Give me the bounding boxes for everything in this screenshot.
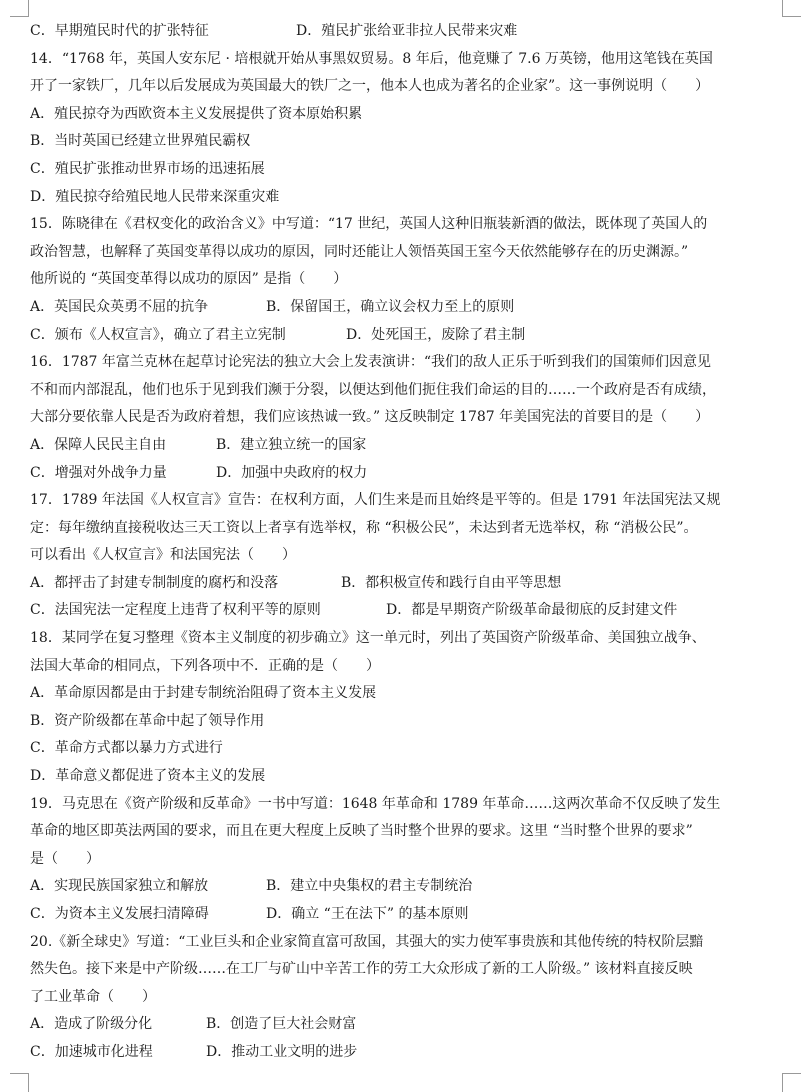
q17-options-row (30, 597, 790, 625)
q15-stem-line: 政治智慧，也解释了英国变革得以成功的原因，同时还能让人领悟英国王室今天依然能够存在的历史渊源。” (30, 243, 689, 260)
q16-option-b: B．建立独立统一的国家 (216, 436, 367, 453)
q13-option-d: D．殖民扩张给亚非拉人民带来灾难 (296, 23, 518, 39)
q17-stem-line: 17．1789 年法国《人权宣言》宣告：在权利方面，人们生来是而且始终是平等的。但是 1791 年法国宪法又规 (30, 492, 721, 509)
q19-stem-line: 19．马克思在《资产阶级和反革命》一书中写道：1648 年革命和 1789 年革命……这两次革命不仅反映了发生 (30, 795, 721, 812)
q20-stem-line: 了工业革命（ ） (30, 988, 156, 1005)
q14-option-a: A．殖民掠夺为西欧资本主义发展提供了资本原始积累 (30, 105, 363, 122)
q19-stem-line: 革命的地区即英法两国的要求，而且在更大程度上反映了当时整个世界的要求。这里 “当时整个世界的要求” (30, 823, 693, 840)
q19-option-b: B．建立中央集权的君主专制统治 (266, 878, 473, 895)
q20-stem-line: 然失色。接下来是中产阶级……在工厂与矿山中辛苦工作的劳工大众形成了新的工人阶级。” 该材料直接反映 (30, 961, 693, 978)
q16-stem-line: 不和而内部混乱，他们也乐于见到我们濒于分裂，以便达到他们扼住我们命运的目的……一个政府是否有成绩， (30, 381, 716, 398)
q16-options-row (30, 460, 790, 488)
q20-option-d: D．推动工业文明的进步 (206, 1043, 358, 1060)
q20-option-c: C．加速城市化进程 (30, 1043, 153, 1060)
q16-option-c: C．增强对外战争力量 (30, 464, 167, 481)
q17-stem-line: 可以看出《人权宣言》和法国宪法（ ） (30, 547, 296, 564)
q18-option-a: A．革命原因都是由于封建专制统治阻碍了资本主义发展 (30, 685, 377, 702)
q15-options-row (30, 322, 790, 350)
q13-option-c: C．早期殖民时代的扩张特征 (30, 23, 209, 39)
crop-mark-top-left (10, 0, 29, 17)
q17-option-a: A．都抨击了封建专制制度的腐朽和没落 (30, 574, 279, 591)
q19-stem-line: 是（ ） (30, 850, 100, 867)
q15-option-a: A．英国民众英勇不屈的抗争 (30, 298, 209, 315)
crop-mark-bottom-right (782, 1073, 801, 1092)
exam-page (30, 18, 790, 1067)
q14-option-d: D．殖民掠夺给殖民地人民带来深重灾难 (30, 188, 280, 205)
q16-options-row (30, 432, 790, 460)
q16-stem-line: 16．1787 年富兰克林在起草讨论宪法的独立大会上发表演讲：“我们的敌人正乐于听到我们的国策师们因意见 (30, 354, 712, 371)
q15-options-row (30, 294, 790, 322)
q14-option-b: B．当时英国已经建立世界殖民霸权 (30, 133, 251, 150)
q18-option-d: D．革命意义都促进了资本主义的发展 (30, 768, 266, 785)
q19-option-d: D．确立 “王在法下” 的基本原则 (266, 906, 469, 922)
q18-stem-line: 18．某同学在复习整理《资本主义制度的初步确立》这一单元时，列出了英国资产阶级革命、美国独立战争、 (30, 630, 706, 647)
q15-stem-line: 15．陈晓律在《君权变化的政治含义》中写道：“17 世纪，英国人这种旧瓶装新酒的做法，既体现了英国人的 (30, 216, 708, 233)
q19-option-a: A．实现民族国家独立和解放 (30, 878, 209, 895)
q16-option-a: A．保障人民民主自由 (30, 436, 167, 453)
q17-option-c: C．法国宪法一定程度上违背了权利平等的原则 (30, 602, 321, 619)
q17-stem-line: 定：每年缴纳直接税收达三天工资以上者享有选举权，称 “积极公民”，未达到者无选举权，称 “消极公民”。 (30, 519, 698, 536)
q15-option-b: B．保留国王，确立议会权力至上的原则 (266, 298, 515, 315)
q14-stem-line: 14．“1768 年，英国人安东尼 · 培根就开始从事黑奴贸易。8 年后，他竟赚了 7.6 万英镑，他用这笔钱在英国 (30, 50, 713, 67)
q20-options-row (30, 1039, 790, 1067)
q19-options-row (30, 901, 790, 929)
q15-stem-line: 他所说的 “英国变革得以成功的原因” 是指（ ） (30, 271, 348, 288)
q16-option-d: D．加强中央政府的权力 (216, 464, 368, 481)
q17-option-d: D．都是早期资产阶级革命最彻底的反封建文件 (386, 602, 678, 619)
q20-options-row (30, 1011, 790, 1039)
q20-stem-line: 20.《新全球史》写道：“工业巨头和企业家简直富可敌国，其强大的实力使军事贵族和其他传统的特权阶层黯 (30, 933, 704, 950)
q18-stem-line: 法国大革命的相同点，下列各项中不．正确的是（ ） (30, 657, 380, 674)
q14-stem-line: 开了一家铁厂，几年以后发展成为英国最大的铁厂之一，他本人也成为著名的企业家”。这一事例说明（ ） (30, 78, 710, 95)
q17-options-row (30, 570, 790, 598)
q15-option-c: C．颁布《人权宣言》，确立了君主立宪制 (30, 326, 286, 343)
crop-mark-top-right (782, 0, 801, 17)
q17-option-b: B．都积极宣传和践行自由平等思想 (341, 574, 562, 591)
q13-options-row (30, 18, 790, 46)
q14-option-c: C．殖民扩张推动世界市场的迅速拓展 (30, 160, 265, 177)
q19-option-c: C．为资本主义发展扫清障碍 (30, 906, 209, 922)
q16-stem-line: 大部分要依靠人民是否为政府着想，我们应该热诚一致。” 这反映制定 1787 年美国宪法的首要目的是（ ） (30, 409, 710, 426)
q20-option-a: A．造成了阶级分化 (30, 1016, 153, 1033)
crop-mark-bottom-left (10, 1073, 29, 1092)
q20-option-b: B．创造了巨大社会财富 (206, 1016, 357, 1033)
q18-option-b: B．资产阶级都在革命中起了领导作用 (30, 712, 265, 729)
q19-options-row (30, 873, 790, 901)
q15-option-d: D．处死国王，废除了君主制 (346, 326, 526, 343)
q18-option-c: C．革命方式都以暴力方式进行 (30, 740, 223, 757)
